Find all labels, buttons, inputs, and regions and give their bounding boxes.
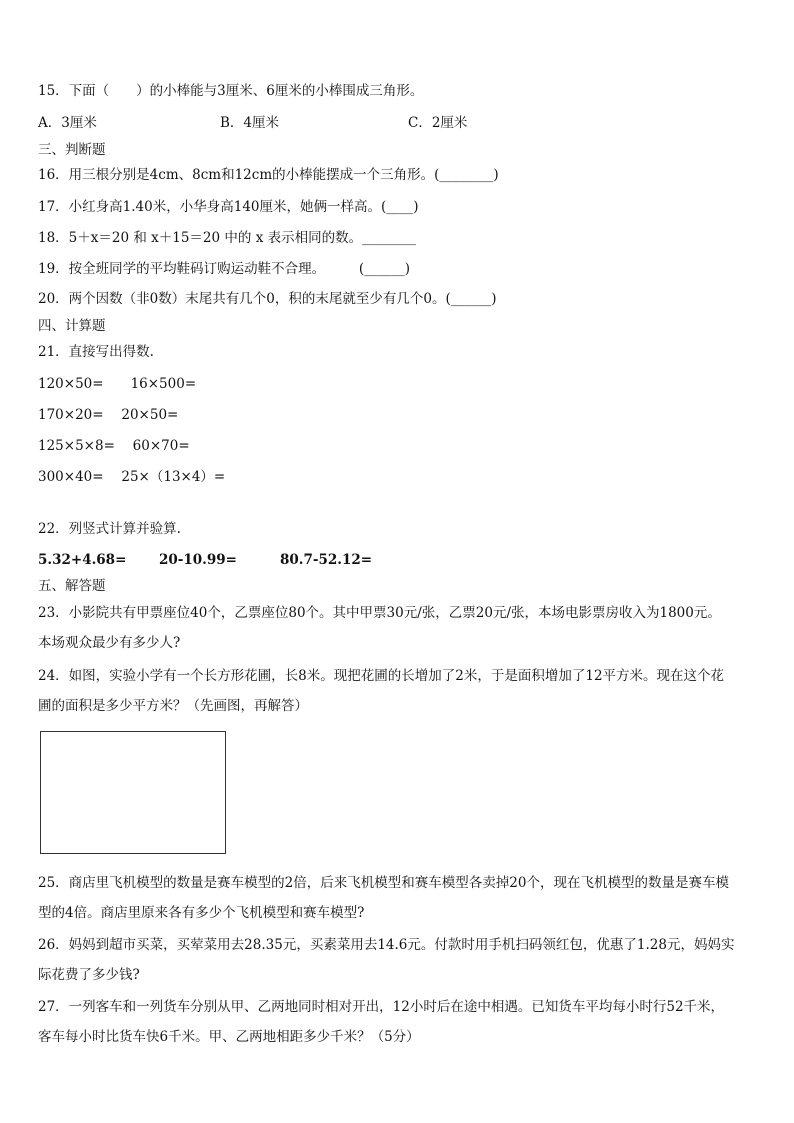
question-16: 16．用三根分别是4cm、8cm和12cm的小棒能摆成一个三角形。(________) bbox=[38, 167, 499, 183]
question-20: 20．两个因数（非0数）末尾共有几个0，积的末尾就至少有几个0。(______) bbox=[38, 291, 497, 307]
section-heading-judgement: 三、判断题 bbox=[38, 142, 106, 158]
question-18: 18．5＋x＝20 和 x＋15＝20 中的 x 表示相同的数。________ bbox=[38, 230, 417, 246]
question-25-line: 型的4倍。商店里原来各有多少个飞机模型和赛车模型? bbox=[38, 905, 365, 921]
question-17: 17．小红身高1.40米，小华身高140厘米，她俩一样高。(____) bbox=[38, 199, 419, 215]
drawing-area-box bbox=[40, 731, 226, 854]
question-23-line: 23．小影院共有甲票座位40个，乙票座位80个。其中甲票30元/张，乙票20元/张，本场电影票房收入为1800元。 bbox=[38, 605, 721, 621]
question-24-line: 圃的面积是多少平方米？（先画图，再解答） bbox=[38, 698, 308, 714]
question-19: 19．按全班同学的平均鞋码订购运动鞋不合理。 (______) bbox=[38, 261, 410, 277]
section-heading-calculation: 四、计算题 bbox=[38, 318, 106, 334]
question-21-row: 170×20= 20×50= bbox=[38, 407, 179, 423]
question-22-item: 20-10.99= bbox=[159, 552, 237, 568]
question-15-option-b: B．4厘米 bbox=[220, 115, 280, 131]
question-15-option-c: C．2厘米 bbox=[408, 115, 468, 131]
section-heading-solve: 五、解答题 bbox=[38, 578, 106, 594]
question-22-stem: 22．列竖式计算并验算. bbox=[38, 521, 181, 537]
question-21-stem: 21．直接写出得数. bbox=[38, 344, 154, 360]
question-26-line: 26．妈妈到超市买菜，买荤菜用去28.35元，买素菜用去14.6元。付款时用手机扫码领红包，优惠了1.28元，妈妈实 bbox=[38, 937, 735, 953]
question-22-item: 5.32+4.68= bbox=[38, 552, 127, 568]
question-27-line: 客车每小时比货车快6千米。甲、乙两地相距多少千米？（5分） bbox=[38, 1029, 420, 1045]
question-21-row: 120×50= 16×500= bbox=[38, 376, 197, 392]
question-15-stem: 15．下面（ ）的小棒能与3厘米、6厘米的小棒围成三角形。 bbox=[38, 83, 424, 99]
question-25-line: 25．商店里飞机模型的数量是赛车模型的2倍，后来飞机模型和赛车模型各卖掉20个，现在飞机模型的数量是赛车模 bbox=[38, 875, 729, 891]
question-27-line: 27．一列客车和一列货车分别从甲、乙两地同时相对开出，12小时后在途中相遇。已知货车平均每小时行52千米， bbox=[38, 999, 725, 1015]
question-26-line: 际花费了多少钱? bbox=[38, 967, 140, 983]
question-15-option-a: A．3厘米 bbox=[38, 115, 97, 131]
question-23-line: 本场观众最少有多少人? bbox=[38, 635, 181, 651]
question-22-item: 80.7-52.12= bbox=[280, 552, 373, 568]
question-24-line: 24．如图，实验小学有一个长方形花圃，长8米。现把花圃的长增加了2米，于是面积增加了12平方米。现在这个花 bbox=[38, 668, 725, 684]
question-21-row: 125×5×8= 60×70= bbox=[38, 438, 190, 454]
question-21-row: 300×40= 25×（13×4）= bbox=[38, 469, 226, 485]
